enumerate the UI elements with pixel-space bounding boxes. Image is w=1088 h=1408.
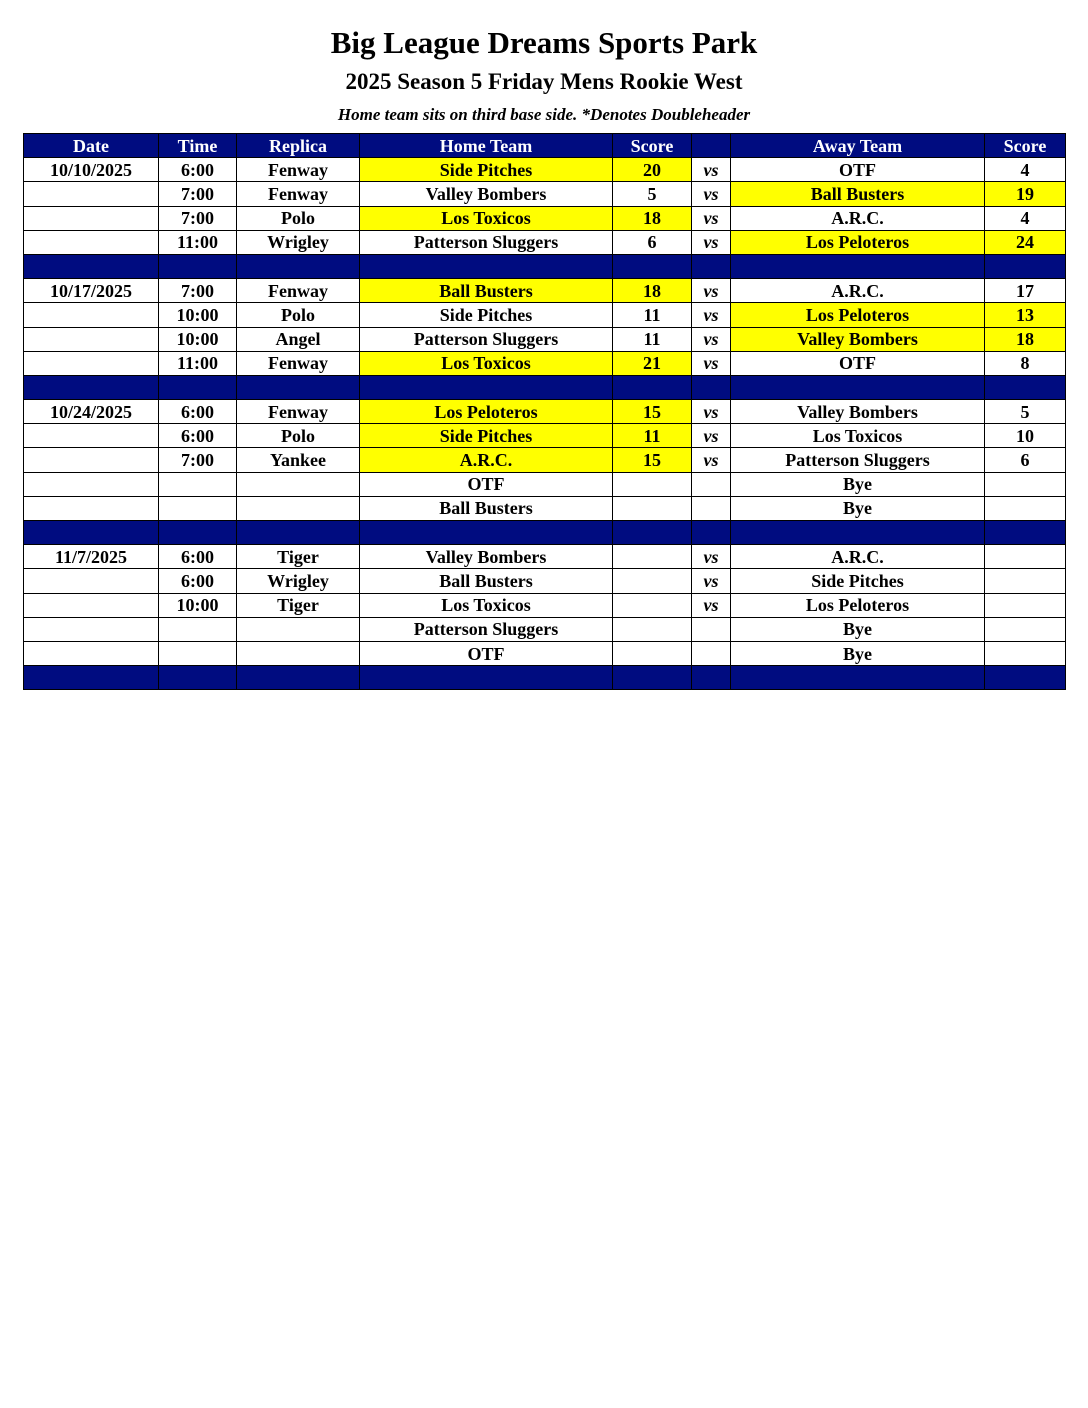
separator-cell <box>731 375 985 399</box>
home-score-cell <box>613 472 692 496</box>
table-row <box>24 617 1066 641</box>
replica-cell <box>237 617 360 641</box>
home-score-cell: 21 <box>613 351 692 375</box>
home-score-cell: 15 <box>613 448 692 472</box>
home-team-cell: Side Pitches <box>360 158 613 182</box>
away-team-cell: Los Peloteros <box>731 593 985 617</box>
vs-cell: vs <box>692 351 731 375</box>
home-score-cell: 5 <box>613 182 692 206</box>
separator-cell <box>360 521 613 545</box>
separator-cell <box>692 521 731 545</box>
table-row <box>24 569 1066 593</box>
vs-cell <box>692 617 731 641</box>
vs-cell: vs <box>692 158 731 182</box>
separator-cell <box>613 666 692 690</box>
away-score-cell: 24 <box>985 230 1066 254</box>
table-row <box>24 424 1066 448</box>
date-cell <box>24 303 159 327</box>
vs-cell: vs <box>692 327 731 351</box>
home-score-cell: 6 <box>613 230 692 254</box>
vs-cell: vs <box>692 230 731 254</box>
separator-cell <box>360 254 613 278</box>
table-row <box>24 545 1066 569</box>
table-row <box>24 182 1066 206</box>
separator-cell <box>985 375 1066 399</box>
time-cell: 7:00 <box>159 206 237 230</box>
replica-cell: Polo <box>237 303 360 327</box>
date-cell <box>24 496 159 520</box>
time-cell: 6:00 <box>159 158 237 182</box>
time-cell: 6:00 <box>159 424 237 448</box>
vs-cell: vs <box>692 545 731 569</box>
replica-cell: Wrigley <box>237 230 360 254</box>
separator-cell <box>237 521 360 545</box>
home-team-cell: Ball Busters <box>360 279 613 303</box>
vs-cell: vs <box>692 424 731 448</box>
date-cell <box>24 448 159 472</box>
replica-cell: Fenway <box>237 158 360 182</box>
away-score-cell: 17 <box>985 279 1066 303</box>
replica-cell <box>237 641 360 665</box>
home-team-cell: A.R.C. <box>360 448 613 472</box>
vs-cell: vs <box>692 448 731 472</box>
vs-cell: vs <box>692 182 731 206</box>
date-cell <box>24 351 159 375</box>
away-score-cell <box>985 617 1066 641</box>
column-header-vs <box>692 134 731 158</box>
away-score-cell: 10 <box>985 424 1066 448</box>
separator-cell <box>692 666 731 690</box>
separator-cell <box>159 521 237 545</box>
away-score-cell: 5 <box>985 400 1066 424</box>
time-cell <box>159 641 237 665</box>
away-team-cell: A.R.C. <box>731 279 985 303</box>
date-cell <box>24 327 159 351</box>
home-score-cell: 11 <box>613 424 692 448</box>
away-team-cell: Los Toxicos <box>731 424 985 448</box>
home-team-cell: Ball Busters <box>360 569 613 593</box>
time-cell: 7:00 <box>159 279 237 303</box>
separator-cell <box>24 666 159 690</box>
page-subtitle: 2025 Season 5 Friday Mens Rookie West <box>345 69 743 94</box>
replica-cell: Fenway <box>237 351 360 375</box>
table-row <box>24 472 1066 496</box>
week-separator-row <box>24 666 1066 690</box>
separator-cell <box>613 521 692 545</box>
date-cell <box>24 569 159 593</box>
week-separator-row <box>24 375 1066 399</box>
separator-cell <box>731 521 985 545</box>
away-score-cell: 6 <box>985 448 1066 472</box>
home-team-cell: Side Pitches <box>360 424 613 448</box>
replica-cell: Yankee <box>237 448 360 472</box>
table-row <box>24 158 1066 182</box>
table-row <box>24 448 1066 472</box>
table-row <box>24 279 1066 303</box>
away-team-cell: Bye <box>731 496 985 520</box>
vs-cell: vs <box>692 569 731 593</box>
replica-cell: Wrigley <box>237 569 360 593</box>
table-header-row <box>24 134 1066 158</box>
column-header-replica: Replica <box>237 134 360 158</box>
schedule-table <box>23 133 1066 690</box>
column-header-away-team: Away Team <box>731 134 985 158</box>
separator-cell <box>237 666 360 690</box>
away-team-cell: Ball Busters <box>731 182 985 206</box>
away-score-cell: 4 <box>985 158 1066 182</box>
table-row <box>24 641 1066 665</box>
home-team-cell: Los Toxicos <box>360 206 613 230</box>
home-score-cell <box>613 496 692 520</box>
date-cell <box>24 593 159 617</box>
table-row <box>24 351 1066 375</box>
separator-cell <box>237 375 360 399</box>
table-row <box>24 303 1066 327</box>
time-cell <box>159 617 237 641</box>
home-score-cell <box>613 545 692 569</box>
table-row <box>24 496 1066 520</box>
away-team-cell: Patterson Sluggers <box>731 448 985 472</box>
date-cell <box>24 424 159 448</box>
replica-cell: Polo <box>237 206 360 230</box>
home-score-cell: 11 <box>613 327 692 351</box>
replica-cell <box>237 472 360 496</box>
vs-cell: vs <box>692 400 731 424</box>
separator-cell <box>731 254 985 278</box>
schedule-note: Home team sits on third base side. *Denotes Doubleheader <box>337 105 751 124</box>
away-team-cell: Side Pitches <box>731 569 985 593</box>
column-header-home-score: Score <box>613 134 692 158</box>
time-cell: 6:00 <box>159 400 237 424</box>
date-cell <box>24 206 159 230</box>
replica-cell: Fenway <box>237 182 360 206</box>
separator-cell <box>613 254 692 278</box>
table-row <box>24 206 1066 230</box>
date-cell: 10/24/2025 <box>24 400 159 424</box>
separator-cell <box>24 254 159 278</box>
away-team-cell: Bye <box>731 617 985 641</box>
home-score-cell <box>613 641 692 665</box>
away-team-cell: Bye <box>731 472 985 496</box>
replica-cell: Polo <box>237 424 360 448</box>
column-header-date: Date <box>24 134 159 158</box>
replica-cell: Tiger <box>237 545 360 569</box>
away-team-cell: A.R.C. <box>731 545 985 569</box>
away-team-cell: Bye <box>731 641 985 665</box>
home-team-cell: OTF <box>360 641 613 665</box>
home-team-cell: Patterson Sluggers <box>360 230 613 254</box>
away-score-cell: 18 <box>985 327 1066 351</box>
home-team-cell: Valley Bombers <box>360 182 613 206</box>
date-cell <box>24 641 159 665</box>
time-cell: 11:00 <box>159 351 237 375</box>
column-header-away-score: Score <box>985 134 1066 158</box>
home-team-cell: OTF <box>360 472 613 496</box>
vs-cell <box>692 496 731 520</box>
separator-cell <box>692 254 731 278</box>
home-score-cell: 15 <box>613 400 692 424</box>
time-cell: 10:00 <box>159 303 237 327</box>
table-row <box>24 230 1066 254</box>
time-cell: 6:00 <box>159 545 237 569</box>
column-header-time: Time <box>159 134 237 158</box>
home-score-cell <box>613 593 692 617</box>
date-cell: 10/10/2025 <box>24 158 159 182</box>
date-cell <box>24 182 159 206</box>
separator-cell <box>237 254 360 278</box>
vs-cell: vs <box>692 303 731 327</box>
home-score-cell <box>613 617 692 641</box>
away-score-cell <box>985 593 1066 617</box>
vs-cell <box>692 472 731 496</box>
away-score-cell: 8 <box>985 351 1066 375</box>
column-header-home-team: Home Team <box>360 134 613 158</box>
vs-cell: vs <box>692 593 731 617</box>
time-cell: 10:00 <box>159 593 237 617</box>
replica-cell: Fenway <box>237 279 360 303</box>
date-cell <box>24 617 159 641</box>
home-team-cell: Los Peloteros <box>360 400 613 424</box>
home-score-cell: 18 <box>613 206 692 230</box>
time-cell: 6:00 <box>159 569 237 593</box>
home-team-cell: Side Pitches <box>360 303 613 327</box>
away-team-cell: OTF <box>731 158 985 182</box>
time-cell: 7:00 <box>159 182 237 206</box>
time-cell: 10:00 <box>159 327 237 351</box>
separator-cell <box>360 666 613 690</box>
table-row <box>24 327 1066 351</box>
schedule-body <box>24 158 1066 690</box>
home-score-cell: 20 <box>613 158 692 182</box>
separator-cell <box>24 375 159 399</box>
away-score-cell: 4 <box>985 206 1066 230</box>
home-team-cell: Ball Busters <box>360 496 613 520</box>
separator-cell <box>159 375 237 399</box>
home-team-cell: Valley Bombers <box>360 545 613 569</box>
table-row <box>24 593 1066 617</box>
away-team-cell: Los Peloteros <box>731 230 985 254</box>
home-score-cell <box>613 569 692 593</box>
away-team-cell: Valley Bombers <box>731 400 985 424</box>
date-cell: 10/17/2025 <box>24 279 159 303</box>
separator-cell <box>159 666 237 690</box>
replica-cell: Fenway <box>237 400 360 424</box>
home-score-cell: 18 <box>613 279 692 303</box>
week-separator-row <box>24 254 1066 278</box>
away-team-cell: OTF <box>731 351 985 375</box>
away-score-cell <box>985 545 1066 569</box>
vs-cell <box>692 641 731 665</box>
week-separator-row <box>24 521 1066 545</box>
separator-cell <box>360 375 613 399</box>
time-cell <box>159 496 237 520</box>
home-team-cell: Patterson Sluggers <box>360 327 613 351</box>
separator-cell <box>985 521 1066 545</box>
separator-cell <box>985 666 1066 690</box>
away-score-cell <box>985 496 1066 520</box>
separator-cell <box>985 254 1066 278</box>
away-team-cell: A.R.C. <box>731 206 985 230</box>
time-cell: 11:00 <box>159 230 237 254</box>
away-team-cell: Valley Bombers <box>731 327 985 351</box>
vs-cell: vs <box>692 206 731 230</box>
table-row <box>24 400 1066 424</box>
date-cell <box>24 472 159 496</box>
away-score-cell <box>985 569 1066 593</box>
time-cell: 7:00 <box>159 448 237 472</box>
time-cell <box>159 472 237 496</box>
away-score-cell <box>985 472 1066 496</box>
page-title: Big League Dreams Sports Park <box>330 25 758 60</box>
away-team-cell: Los Peloteros <box>731 303 985 327</box>
separator-cell <box>613 375 692 399</box>
home-team-cell: Los Toxicos <box>360 593 613 617</box>
separator-cell <box>159 254 237 278</box>
home-score-cell: 11 <box>613 303 692 327</box>
replica-cell <box>237 496 360 520</box>
date-cell <box>24 230 159 254</box>
vs-cell: vs <box>692 279 731 303</box>
away-score-cell: 19 <box>985 182 1066 206</box>
separator-cell <box>731 666 985 690</box>
replica-cell: Tiger <box>237 593 360 617</box>
replica-cell: Angel <box>237 327 360 351</box>
home-team-cell: Los Toxicos <box>360 351 613 375</box>
date-cell: 11/7/2025 <box>24 545 159 569</box>
home-team-cell: Patterson Sluggers <box>360 617 613 641</box>
away-score-cell: 13 <box>985 303 1066 327</box>
away-score-cell <box>985 641 1066 665</box>
separator-cell <box>692 375 731 399</box>
separator-cell <box>24 521 159 545</box>
